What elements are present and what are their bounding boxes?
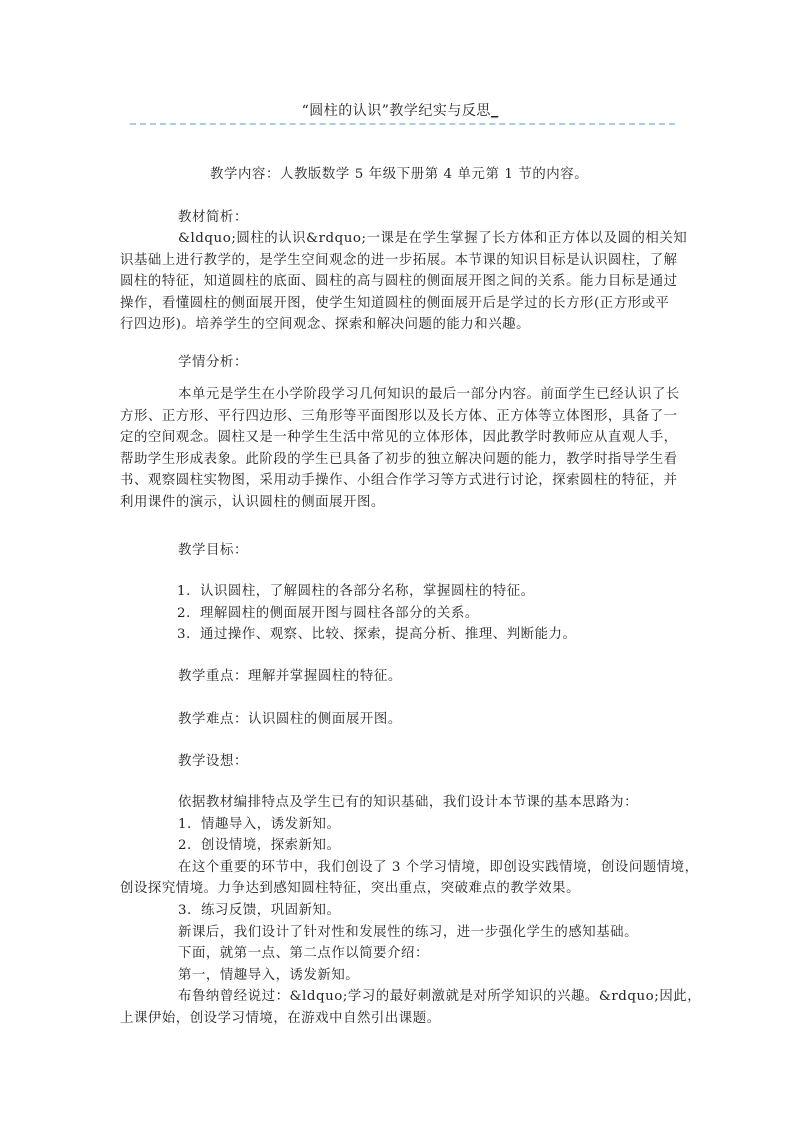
goals-list (177, 581, 576, 646)
paragraph-line: 在这个重要的环节中，我们创设了 3 个学习情境，即创设实践情境，创设问题情境， (178, 859, 699, 875)
paragraph-line: 3．练习反馈，巩固新知。 (178, 902, 341, 918)
paragraph-line: 行四边形)。培养学生的空间观念、探索和解决问题的能力和兴趣。 (120, 317, 531, 333)
paragraph-line: 定的空间观念。圆柱又是一种学生生活中常见的立体形体，因此教学时教师应从直观人手， (120, 430, 678, 446)
students-paragraph (120, 384, 680, 514)
document-title (0, 100, 800, 120)
paragraph-line: 本单元是学生在小学阶段学习几何知识的最后一部分内容。前面学生已经认识了长 (178, 387, 680, 402)
paragraph-line: 创设探究情境。力争达到感知圆柱特征，突出重点，突破难点的教学效果。 (120, 881, 581, 897)
title-underscore: _ (490, 103, 499, 119)
difficulty: 教学难点：认识圆柱的侧面展开图。 (178, 712, 402, 727)
key-point: 教学重点：理解并掌握圆柱的特征。 (178, 669, 402, 684)
paragraph-line: 下面，就第一点、第二点作以简要介绍： (178, 946, 429, 962)
students-heading: 学情分析： (178, 355, 248, 370)
list-item: 2．理解圆柱的侧面展开图与圆柱各部分的关系。 (177, 605, 479, 621)
goals-heading: 教学目标： (178, 543, 248, 558)
title-text: “圆柱的认识”教学纪实与反思 (301, 103, 491, 119)
paragraph-line: 操作，看懂圆柱的侧面展开图，使学生知道圆柱的侧面展开后是学过的长方形(正方形或平 (120, 295, 670, 311)
paragraph-line: 帮助学生形成表象。此阶段的学生已具备了初步的独立解决问题的能力，教学时指导学生看 (120, 451, 678, 467)
paragraph-line: 识基础上进行教学的，是学生空间观念的进一步拓展。本节课的知识目标是认识圆柱，了解 (120, 252, 678, 268)
paragraph-line: 书、观察圆柱实物图，采用动手操作、小组合作学习等方式进行讨论，探索圆柱的特征，并 (120, 473, 678, 489)
paragraph-line: 布鲁纳曾经说过：&ldquo;学习的最好刺激就是对所学知识的兴趣。&rdquo;因此， (178, 989, 702, 1005)
paragraph-line: 新课后，我们设计了针对性和发展性的练习，进一步强化学生的感知基础。 (178, 924, 639, 940)
paragraph-line: 利用课件的演示，认识圆柱的侧面展开图。 (120, 494, 385, 510)
paragraph-line: 依据教材编排特点及学生已有的知识基础，我们设计本节课的基本思路为： (178, 795, 639, 810)
design-paragraph (120, 792, 701, 1030)
paragraph-line: 2．创设情境，探索新知。 (178, 838, 341, 854)
paragraph-line: 1．情趣导入，诱发新知。 (178, 816, 341, 832)
paragraph-line: 第一，情趣导入，诱发新知。 (178, 967, 360, 983)
textbook-heading: 教材简析： (178, 210, 248, 225)
paragraph-line: 圆柱的特征，知道圆柱的底面、圆柱的高与圆柱的侧面展开图之间的关系。能力目标是通过 (120, 274, 678, 290)
title-divider (130, 123, 675, 125)
design-heading: 教学设想： (178, 754, 248, 769)
list-item: 1．认识圆柱，了解圆柱的各部分名称，掌握圆柱的特征。 (177, 584, 535, 599)
paragraph-line: &ldquo;圆柱的认识&rdquo;一课是在学生掌握了长方体和正方体以及圆的相关知 (178, 231, 688, 246)
paragraph-line: 上课伊始，创设学习情境，在游戏中自然引出课题。 (120, 1010, 441, 1026)
paragraph-line: 方形、正方形、平行四边形、三角形等平面图形以及长方体、正方体等立体图形，具备了一 (120, 408, 678, 424)
list-item: 3．通过操作、观察、比较、探索，提高分析、推理、判断能力。 (177, 627, 577, 643)
textbook-paragraph (120, 228, 687, 336)
teaching-content: 教学内容：人教版数学 5 年级下册第 4 单元第 1 节的内容。 (210, 167, 589, 182)
